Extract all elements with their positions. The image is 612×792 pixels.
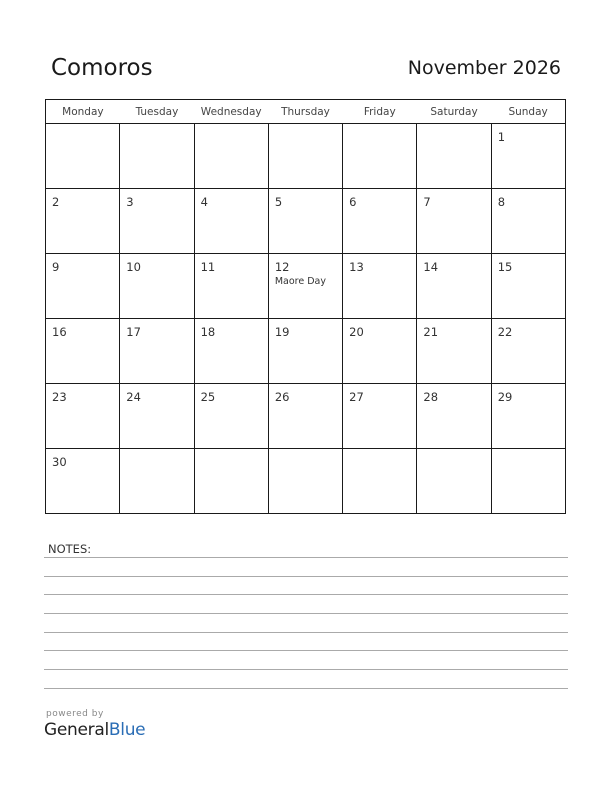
day-cell — [491, 384, 565, 449]
day-number: 25 — [200, 390, 216, 404]
day-number — [343, 449, 416, 456]
day-number: 23 — [52, 390, 67, 404]
day-number: 18 — [200, 325, 216, 339]
note-line — [44, 613, 568, 614]
day-number: 10 — [126, 260, 141, 274]
day-cell — [120, 189, 194, 254]
day-cell — [343, 384, 417, 449]
day-number: 1 — [497, 130, 506, 144]
week-row — [46, 319, 566, 384]
brand-logo — [44, 720, 145, 740]
day-number: 11 — [200, 260, 216, 274]
day-cell — [417, 449, 491, 514]
day-number — [417, 449, 490, 456]
day-number: 14 — [423, 260, 439, 274]
day-number: 16 — [52, 325, 67, 339]
note-line — [44, 650, 568, 651]
day-number: 2 — [52, 195, 60, 209]
day-cell — [268, 189, 342, 254]
brand-name-part2: Blue — [108, 720, 146, 740]
day-cell — [120, 384, 194, 449]
note-line — [44, 594, 568, 595]
day-number — [269, 124, 342, 131]
day-cell — [194, 189, 268, 254]
day-cell — [417, 254, 491, 319]
day-number: 20 — [349, 325, 364, 339]
weekday-saturday: Saturday — [417, 100, 491, 124]
day-number — [269, 449, 342, 456]
day-cell — [491, 189, 565, 254]
day-cell — [194, 449, 268, 514]
note-line — [44, 688, 568, 689]
day-number: 17 — [126, 325, 141, 339]
day-number — [46, 124, 119, 131]
weekday-header-row — [46, 100, 566, 124]
day-cell — [343, 319, 417, 384]
day-cell — [46, 319, 120, 384]
day-cell — [46, 384, 120, 449]
day-cell — [194, 384, 268, 449]
day-cell — [417, 124, 491, 189]
day-cell — [491, 449, 565, 514]
weekday-monday: Monday — [46, 100, 120, 124]
day-number: 3 — [126, 195, 134, 209]
day-number: 13 — [349, 260, 364, 274]
weekday-friday: Friday — [343, 100, 417, 124]
day-cell — [268, 124, 342, 189]
day-number — [195, 449, 268, 456]
day-cell — [491, 319, 565, 384]
day-number: 29 — [497, 390, 513, 404]
day-number: 8 — [497, 195, 506, 209]
day-cell — [46, 189, 120, 254]
day-cell — [120, 319, 194, 384]
weekday-sunday: Sunday — [491, 100, 565, 124]
day-cell — [417, 189, 491, 254]
day-cell — [343, 449, 417, 514]
day-cell — [120, 449, 194, 514]
day-cell — [268, 449, 342, 514]
day-cell — [343, 124, 417, 189]
day-number: 5 — [274, 195, 283, 209]
day-cell — [343, 254, 417, 319]
note-line — [44, 576, 568, 577]
day-cell — [491, 254, 565, 319]
day-number: 30 — [52, 455, 67, 469]
day-cell — [417, 319, 491, 384]
day-number — [343, 124, 416, 131]
day-number: 22 — [497, 325, 513, 339]
week-row — [46, 449, 566, 514]
day-number — [120, 449, 193, 456]
calendar-grid — [45, 99, 566, 514]
day-number: 12 — [274, 260, 290, 274]
day-number: 6 — [349, 195, 357, 209]
day-cell — [194, 254, 268, 319]
day-number — [417, 124, 490, 131]
note-line — [44, 669, 568, 670]
day-number — [195, 124, 268, 131]
day-cell — [194, 319, 268, 384]
note-line — [44, 632, 568, 633]
day-cell — [343, 189, 417, 254]
day-number: 27 — [349, 390, 364, 404]
day-number: 24 — [126, 390, 141, 404]
day-number: 9 — [52, 260, 60, 274]
notes-label: NOTES: — [48, 542, 92, 556]
day-number: 7 — [423, 195, 431, 209]
day-number — [120, 124, 193, 131]
day-number: 4 — [200, 195, 208, 209]
country-title: Comoros — [51, 55, 153, 81]
day-cell — [46, 254, 120, 319]
day-number: 19 — [274, 325, 290, 339]
week-row — [46, 254, 566, 319]
weekday-tuesday: Tuesday — [120, 100, 194, 124]
day-cell-holiday — [268, 254, 342, 319]
day-cell — [268, 319, 342, 384]
day-cell — [120, 124, 194, 189]
week-row — [46, 384, 566, 449]
day-cell — [120, 254, 194, 319]
brand-name-part1: General — [44, 720, 109, 740]
weekday-wednesday: Wednesday — [194, 100, 268, 124]
day-number: 28 — [423, 390, 439, 404]
day-cell — [491, 124, 565, 189]
day-cell — [194, 124, 268, 189]
day-number — [492, 449, 565, 456]
weekday-thursday: Thursday — [268, 100, 342, 124]
powered-by-text: powered by — [46, 709, 104, 719]
day-cell — [46, 449, 120, 514]
week-row — [46, 124, 566, 189]
day-cell — [268, 384, 342, 449]
holiday-label: Maore Day — [274, 276, 326, 287]
day-number: 21 — [423, 325, 439, 339]
day-number: 15 — [497, 260, 513, 274]
day-number: 26 — [274, 390, 290, 404]
month-year-title: November 2026 — [407, 57, 561, 79]
day-cell — [417, 384, 491, 449]
week-row — [46, 189, 566, 254]
note-line — [44, 557, 568, 558]
day-cell — [46, 124, 120, 189]
